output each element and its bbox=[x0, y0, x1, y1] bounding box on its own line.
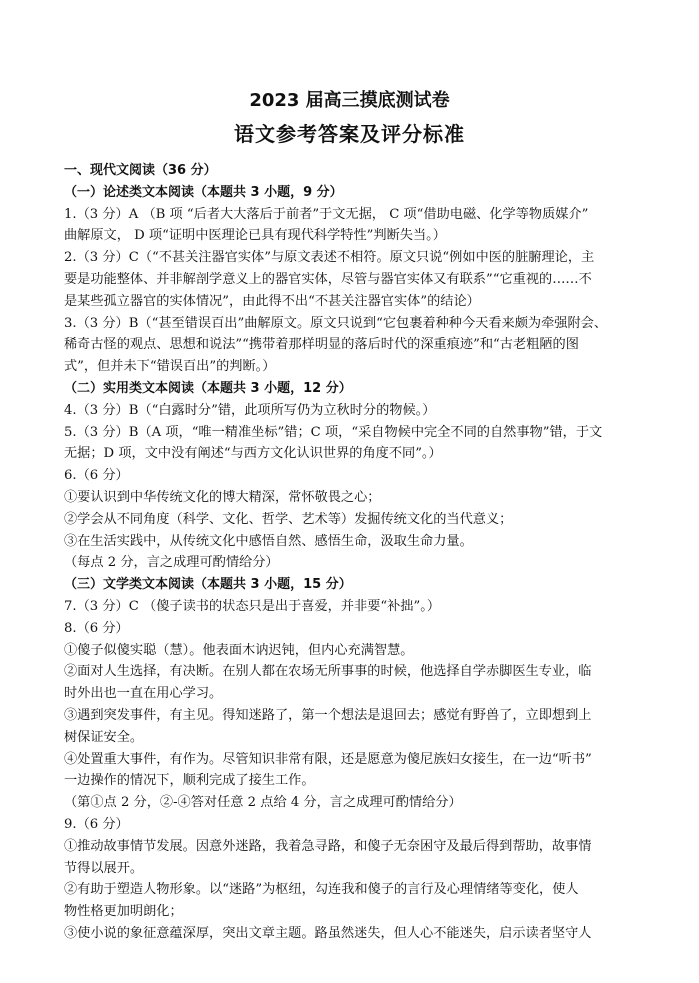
section-heading: 一、现代文阅读（36 分） bbox=[64, 163, 217, 178]
text-line: 时外出也一直在用心学习。 bbox=[64, 686, 223, 702]
answer-content bbox=[64, 160, 644, 945]
text-line: ③在生活实践中，从传统文化中感悟自然、感悟生命，汲取生命力量。 bbox=[64, 533, 473, 549]
text-line: （每点 2 分，言之成理可酌情给分） bbox=[64, 555, 279, 571]
text-line: ④处置重大事件，有作为。尽管知识非常有限，还是愿意为傻尼族妇女接生，在一边“听书” bbox=[64, 751, 592, 767]
text-line: ②有助于塑造人物形象。以“迷路”为枢纽，勾连我和傻子的言行及心理情绪等变化，使人 bbox=[64, 882, 579, 898]
text-line: （第①点 2 分，②-④答对任意 2 点给 4 分，言之成理可酌情给分） bbox=[64, 795, 462, 811]
section-heading: （一）论述类文本阅读（本题共 3 小题，9 分） bbox=[64, 184, 343, 200]
text-line: ②学会从不同角度（科学、文化、哲学、艺术等）发掘传统文化的当代意义； bbox=[64, 511, 513, 527]
text-line: 物性格更加明朗化； bbox=[64, 904, 183, 920]
text-line: ①傻子似傻实聪（慧）。他表面木讷迟钝，但内心充满智慧。 bbox=[64, 642, 414, 658]
text-line: 5.（3 分）B（A 项，“唯一精准坐标”错；C 项，“采自物候中完全不同的自然事物”错，于文 bbox=[64, 424, 603, 440]
text-line: 6.（6 分） bbox=[64, 468, 129, 484]
text-line: 7.（3 分）C （傻子读书的状态只是出于喜爱，并非要“补拙”。） bbox=[64, 598, 441, 614]
text-line: ③使小说的象征意蕴深厚，突出文章主题。路虽然迷失，但人心不能迷失，启示读者坚守人 bbox=[64, 925, 592, 941]
text-line: ③遇到突发事件，有主见。得知迷路了，第一个想法是退回去；感觉有野兽了，立即想到上 bbox=[64, 707, 592, 723]
text-line: 9.（6 分） bbox=[64, 816, 129, 832]
text-line: 一边操作的情况下，顺利完成了接生工作。 bbox=[64, 773, 315, 789]
text-line: ①推动故事情节发展。因意外迷路，我着急寻路，和傻子无奈困守及最后得到帮助，故事情 bbox=[64, 838, 592, 854]
text-line: 是某些孤立器官的实体情况”，由此得不出“不甚关注器官实体”的结论） bbox=[64, 293, 480, 309]
text-line: 2.（3 分）C（“不甚关注器官实体”与原文表述不相符。原文只说“例如中医的脏腑理论，主 bbox=[64, 250, 595, 266]
text-line: ②面对人生选择，有决断。在别人都在农场无所事事的时候，他选择自学赤脚医生专业，临 bbox=[64, 664, 592, 680]
text-line: 树保证安全。 bbox=[64, 729, 144, 745]
text-line: 8.（6 分） bbox=[64, 620, 129, 636]
text-line: 曲解原文， D 项“证明中医理论已具有现代科学特性”判断失当。） bbox=[64, 228, 446, 244]
text-line: 4.（3 分）B（“白露时分”错，此项所写仍为立秋时分的物候。） bbox=[64, 402, 436, 418]
section-heading: （三）文学类文本阅读（本题共 3 小题，15 分） bbox=[64, 577, 352, 593]
document-title: 2023 届高三摸底测试卷 bbox=[249, 90, 450, 111]
text-line: ①要认识到中华传统文化的博大精深，常怀敬畏之心； bbox=[64, 489, 381, 505]
text-line: 1.（3 分）A （B 项 “后者大大落后于前者”于文无据， C 项“借助电磁、化学等物质媒介” bbox=[64, 206, 589, 222]
document-subtitle: 语文参考答案及评分标准 bbox=[234, 122, 465, 146]
text-line: 要是功能整体、并非解剖学意义上的器官实体，尽管与器官实体又有联系”“它重视的……不 bbox=[64, 271, 592, 287]
text-line: 节得以展开。 bbox=[64, 860, 144, 876]
text-line: 式”，但并未下“错误百出”的判断。） bbox=[64, 359, 276, 375]
text-line: 稀奇古怪的观点、思想和说法”“携带着那样明显的落后时代的深重痕迹”和“古老粗陋的图 bbox=[64, 337, 579, 353]
text-line: 3.（3 分）B（“甚至错误百出”曲解原文。原文只说到“它包裹着种种今天看来颇为牵强附会、 bbox=[64, 315, 608, 331]
section-heading: （二）实用类文本阅读（本题共 3 小题，12 分） bbox=[64, 380, 352, 396]
text-line: 无据；D 项，文中没有阐述“与西方文化认识世界的角度不同”。） bbox=[64, 446, 442, 462]
